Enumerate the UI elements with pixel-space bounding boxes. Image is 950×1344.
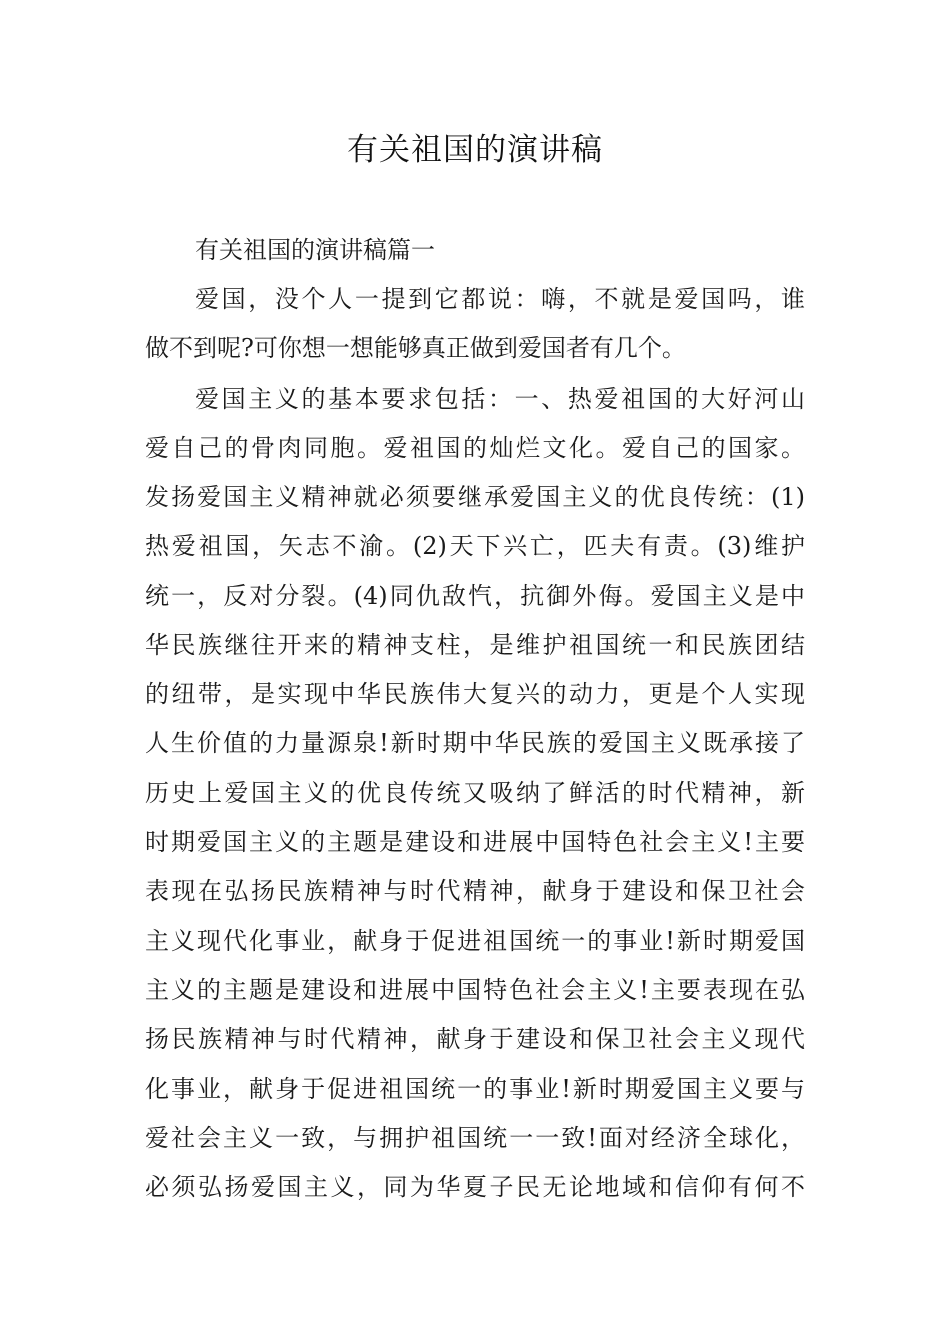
paragraph-2-line-1: 爱国主义的基本要求包括：一、热爱祖国的大好河山 [195, 385, 805, 413]
paragraph-2-line-3: 发扬爱国主义精神就必须要继承爱国主义的优良传统：(1) [145, 483, 805, 511]
paragraph-2-line-2: 爱自己的骨肉同胞。爱祖国的灿烂文化。爱自己的国家。 [145, 434, 805, 462]
paragraph-2-line-14: 扬民族精神与时代精神，献身于建设和保卫社会主义现代 [145, 1025, 805, 1053]
paragraph-1-line-1: 爱国，没个人一提到它都说：嗨，不就是爱国吗，谁 [195, 285, 805, 313]
paragraph-2-line-6: 华民族继往开来的精神支柱，是维护祖国统一和民族团结 [145, 631, 805, 659]
paragraph-2-line-13: 主义的主题是建设和进展中国特色社会主义!主要表现在弘 [145, 976, 805, 1004]
section-heading: 有关祖国的演讲稿篇一 [195, 236, 435, 264]
paragraph-2-line-17: 必须弘扬爱国主义，同为华夏子民无论地域和信仰有何不 [145, 1173, 805, 1201]
paragraph-2-line-5: 统一，反对分裂。(4)同仇敌忾，抗御外侮。爱国主义是中 [145, 582, 805, 610]
paragraph-2-line-10: 时期爱国主义的主题是建设和进展中国特色社会主义!主要 [145, 828, 805, 856]
paragraph-2-line-8: 人生价值的力量源泉!新时期中华民族的爱国主义既承接了 [145, 729, 805, 757]
paragraph-2-line-11: 表现在弘扬民族精神与时代精神，献身于建设和保卫社会 [145, 877, 805, 905]
document-title: 有关祖国的演讲稿 [347, 132, 603, 168]
paragraph-2-line-12: 主义现代化事业，献身于促进祖国统一的事业!新时期爱国 [145, 927, 805, 955]
paragraph-2-line-4: 热爱祖国，矢志不渝。(2)天下兴亡，匹夫有责。(3)维护 [145, 532, 805, 560]
paragraph-2-line-16: 爱社会主义一致，与拥护祖国统一一致!面对经济全球化， [145, 1124, 805, 1152]
paragraph-1-line-2: 做不到呢?可你想一想能够真正做到爱国者有几个。 [145, 334, 686, 362]
paragraph-2-line-9: 历史上爱国主义的优良传统又吸纳了鲜活的时代精神，新 [145, 779, 805, 807]
paragraph-2-line-15: 化事业，献身于促进祖国统一的事业!新时期爱国主义要与 [145, 1075, 805, 1103]
paragraph-2-line-7: 的纽带，是实现中华民族伟大复兴的动力，更是个人实现 [145, 680, 805, 708]
